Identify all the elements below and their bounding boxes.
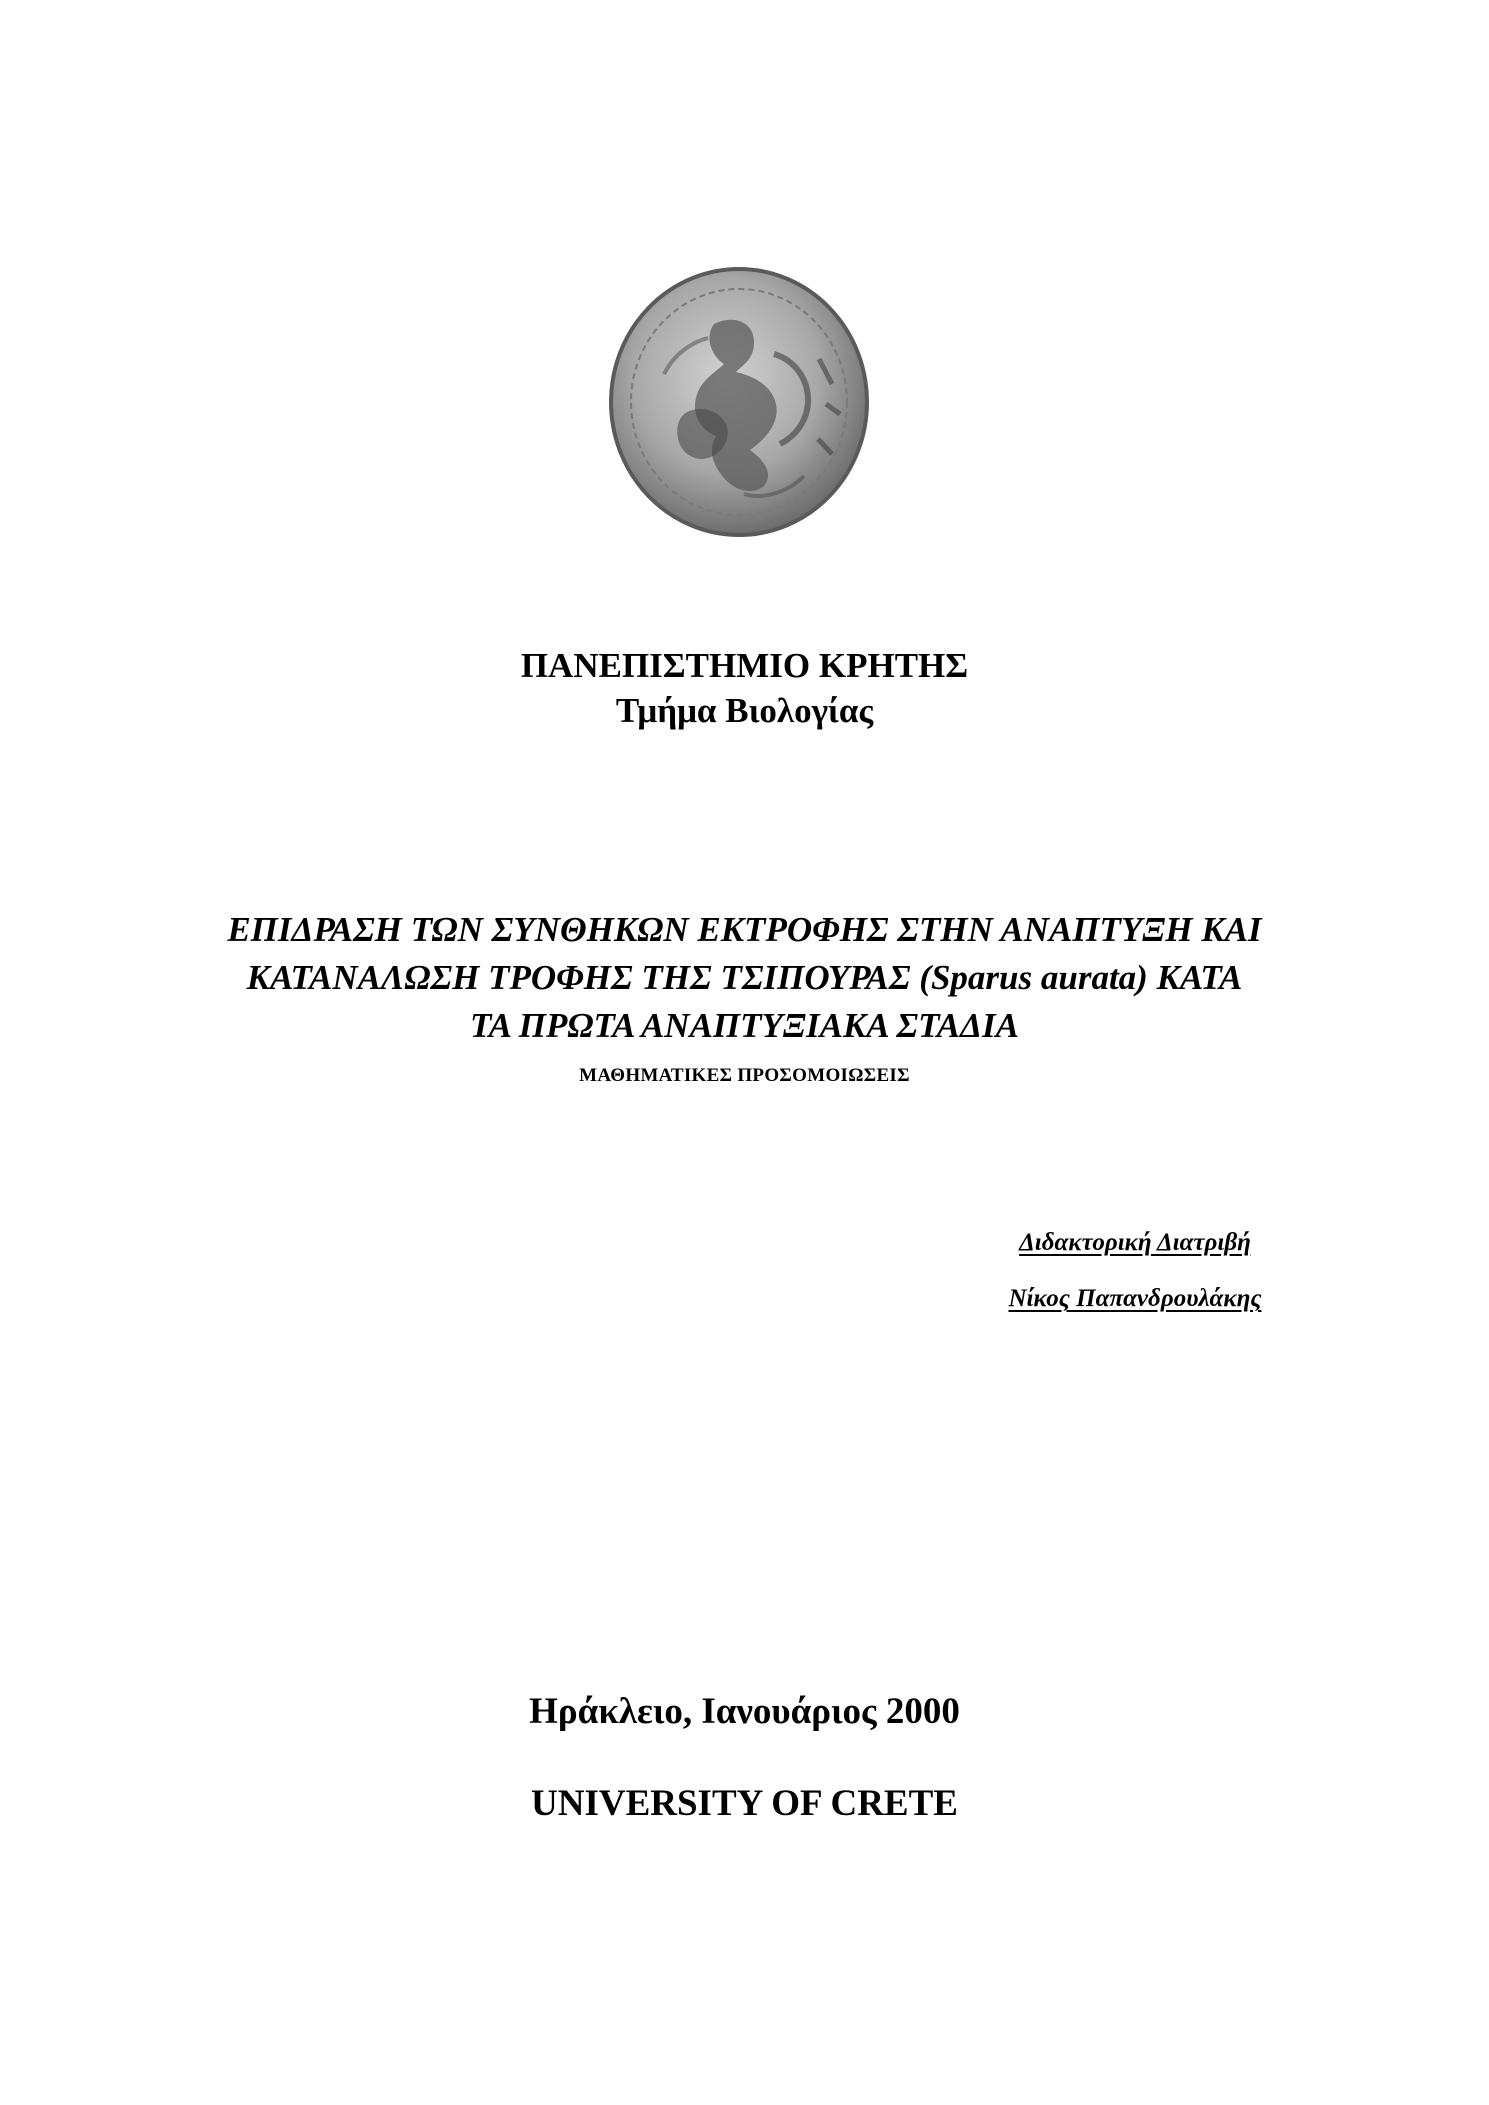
thesis-type xyxy=(880,1227,1390,1259)
thesis-title-line-2-end: ) ΚΑΤΑ xyxy=(1136,958,1243,997)
university-name: ΠΑΝΕΠΙΣΤΗΜΙΟ ΚΡΗΤΗΣ xyxy=(520,646,969,685)
thesis-title-line-2 xyxy=(0,954,1489,1002)
place-and-date: Ηράκλειο, Ιανουάριος 2000 xyxy=(529,1691,960,1732)
university-name-english: UNIVERSITY OF CRETE xyxy=(531,1783,958,1824)
thesis-title-line-3: ΤΑ ΠΡΩΤΑ ΑΝΑΠΤΥΞΙΑΚΑ ΣΤΑΔΙΑ xyxy=(470,1006,1019,1045)
thesis-type-label: Διδακτορική Διατριβή xyxy=(1019,1229,1251,1256)
author-name xyxy=(880,1283,1390,1315)
thesis-subtitle: ΜΑΘΗΜΑΤΙΚΕΣ ΠΡΟΣΟΜΟΙΩΣΕΙΣ xyxy=(579,1065,910,1086)
thesis-title xyxy=(0,906,1489,1050)
department-name: Τμήμα Βιολογίας xyxy=(615,691,874,730)
thesis-title-line-1: ΕΠΙΔΡΑΣΗ ΤΩΝ ΣΥΝΘΗΚΩΝ ΕΚΤΡΟΦΗΣ ΣΤΗΝ ΑΝΑΠΤΥΞΗ ΚΑΙ xyxy=(227,910,1262,949)
thesis-title-line-2-start: ΚΑΤΑΝΑΛΩΣΗ ΤΡΟΦΗΣ ΤΗΣ ΤΣΙΠΟΥΡΑΣ ( xyxy=(246,958,931,997)
university-seal-icon xyxy=(604,264,874,544)
species-name: Sparus aurata xyxy=(930,958,1137,997)
author-name-label: Νίκος Παπανδρουλάκης xyxy=(1008,1285,1262,1312)
